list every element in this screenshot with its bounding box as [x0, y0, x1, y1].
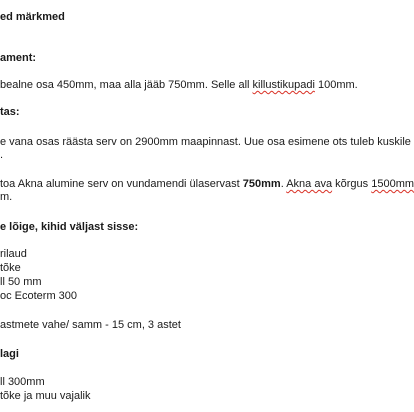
levels-text-part: .: [280, 178, 287, 190]
levels-text-part: kõrgus: [332, 178, 372, 190]
steps-paragraph: astmete vahe/ samm - 15 cm, 3 astet: [0, 319, 181, 331]
levels-text-part: toa Akna alumine serv on vundamendi ülaservast: [0, 178, 243, 190]
foundation-paragraph: [0, 79, 358, 92]
list-item: oc Ecoterm 300: [0, 290, 78, 302]
section-heading-foundation: ament:: [0, 52, 37, 64]
list-item: ll 50 mm: [0, 276, 42, 288]
list-item: ll 300mm: [0, 376, 45, 388]
section-heading-ceiling: lagi: [0, 348, 19, 360]
list-item: rilaud: [0, 248, 27, 260]
list-item: tõke ja muu vajalik: [0, 390, 91, 402]
levels-paragraph-2: [0, 178, 414, 191]
spellcheck-word[interactable]: Akna ava: [286, 178, 333, 190]
spellcheck-word[interactable]: killustikupadi: [252, 79, 315, 91]
spellcheck-word[interactable]: 1500mm: [371, 178, 414, 190]
section-heading-levels: tas:: [0, 106, 20, 118]
foundation-text-part: bealne osa 450mm, maa alla jääb 750mm. Selle all: [0, 79, 253, 91]
foundation-text-part: 100mm.: [314, 79, 358, 91]
document-heading: ed märkmed: [0, 11, 65, 23]
levels-bold-value: 750mm: [242, 178, 281, 190]
levels-paragraph-1: e vana osas räästa serv on 2900mm maapinnast. Uue osa esimene ots tuleb kuskile: [0, 136, 411, 148]
levels-paragraph-2-continued: m.: [0, 191, 13, 203]
levels-paragraph-1-continued: .: [0, 149, 4, 161]
list-item: tõke: [0, 262, 21, 274]
section-heading-wall: e lõige, kihid väljast sisse:: [0, 221, 139, 233]
